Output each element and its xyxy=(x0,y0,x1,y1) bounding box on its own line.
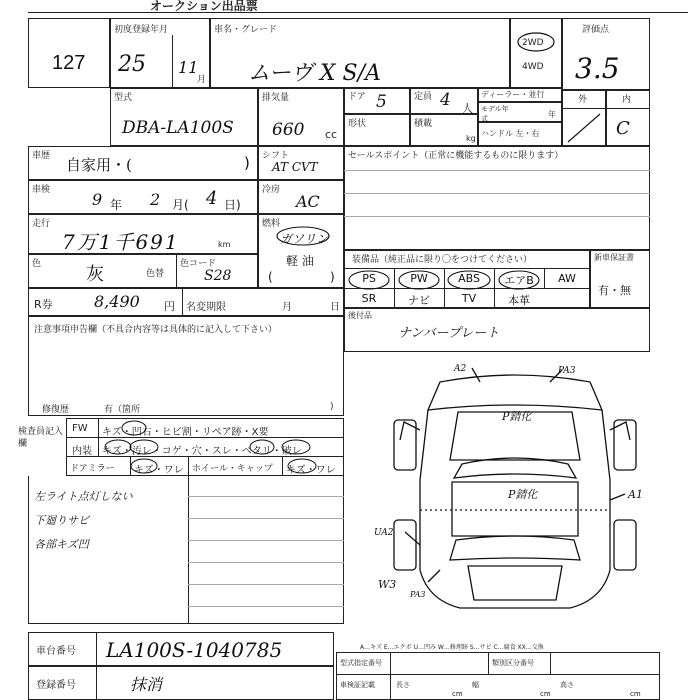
equipment-label: 装備品（純正品に限り〇をつけてください） xyxy=(352,255,533,265)
equip-abs: ABS xyxy=(458,272,480,285)
new-car-label: 新車保証書 xyxy=(594,253,634,262)
diagram-mark-ua2: UA2 xyxy=(374,528,394,538)
history-box xyxy=(28,146,258,180)
diagram-mark-a1: A1 xyxy=(628,488,643,501)
inspector-note-3: 各部キズ凹 xyxy=(34,538,89,551)
inspection-year: 9 xyxy=(92,190,103,209)
check-row-mirror-head: ドアミラー xyxy=(70,464,115,474)
diagram-mark-pa3-top: PA3 xyxy=(558,366,576,376)
equip-tv: TV xyxy=(461,292,477,305)
inspection-month-unit: 月( xyxy=(172,198,189,212)
damage-legend: A…キズ E…エクボ U…凹み W…修理跡 S…サビ C…腐食 XX…交換 xyxy=(360,644,544,651)
recycle-label: R券 xyxy=(34,298,53,311)
inspector-note-2: 下廻りサビ xyxy=(34,514,89,527)
diagram-mark-roof: P錆化 xyxy=(502,410,532,423)
fuel-label: 燃料 xyxy=(262,219,281,229)
history-label: 車歴 xyxy=(32,151,51,161)
color-code-label: 色コード xyxy=(180,259,217,269)
length-label: 長さ xyxy=(396,681,410,689)
score-value: 3.5 xyxy=(575,52,620,85)
reg-month-unit: 月 xyxy=(197,75,207,85)
sales-point-label: セールスポイント（正常に機能するものに限ります） xyxy=(348,151,564,161)
aircon-label: 冷房 xyxy=(262,185,281,195)
lot-number: 127 xyxy=(52,52,86,74)
doors-label: ドア xyxy=(348,92,366,102)
score-interior-value: C xyxy=(616,118,630,139)
name-change-day: 日 xyxy=(330,302,340,313)
equip-aw: AW xyxy=(558,272,576,285)
color-change-label: 色替 xyxy=(146,269,165,279)
notes-label: 注意事項申告欄（不具合内容等は具体的に記入して下さい） xyxy=(34,325,278,335)
diagram-mark-w3: W3 xyxy=(378,578,397,591)
displacement-unit: cc xyxy=(325,128,338,141)
color-label: 色 xyxy=(32,259,42,269)
registration-label: 登録番号 xyxy=(36,680,76,691)
check-circle-marks xyxy=(96,418,346,478)
fuel-alt: 軽 油 xyxy=(286,254,314,268)
equip-ps: PS xyxy=(362,272,376,285)
handle-label: ハンドル 左・右 xyxy=(481,129,540,138)
aftermarket-value: ナンバープレート xyxy=(398,326,500,341)
dealer-label: ディーラー・並行 xyxy=(481,90,545,99)
displacement-label: 排気量 xyxy=(262,93,290,103)
loading-label: 積載 xyxy=(414,119,433,129)
shift-value: AT CVT xyxy=(272,160,318,174)
check-row-interior-body: キズ・汚レ・コゲ・穴・スレ・ベタリ・破レ xyxy=(102,446,302,457)
mileage-label: 走行 xyxy=(32,219,51,229)
fuel-paren-close: ) xyxy=(330,270,335,284)
mileage-unit: km xyxy=(218,240,231,249)
recycle-value: 8,490 xyxy=(94,292,140,311)
fuel-circle-mark xyxy=(274,224,332,248)
new-car-value: 有・無 xyxy=(598,284,631,297)
check-row-fw-head: FW xyxy=(72,423,88,434)
width-unit: cm xyxy=(540,690,551,698)
equip-navi: ナビ xyxy=(408,294,430,307)
equip-pw: PW xyxy=(410,272,428,285)
header-rule xyxy=(28,12,688,13)
color-code-value: S28 xyxy=(204,268,232,284)
check-row-interior-head: 内装 xyxy=(72,446,92,457)
reg-year: 25 xyxy=(118,52,146,77)
shift-label: シフト xyxy=(262,151,290,161)
check-row-wheel-body: キズ・ワレ xyxy=(286,465,336,476)
history-close: ) xyxy=(244,154,250,172)
dims-label: 車検証記載 xyxy=(340,681,375,689)
equipment-circle-marks xyxy=(344,264,544,294)
recycle-unit: 円 xyxy=(164,300,175,313)
reg-month: 11 xyxy=(178,58,199,77)
carname-value: ムーヴ X S/A xyxy=(248,61,381,86)
repair-label: 修復歴 xyxy=(42,405,70,415)
inspection-month: 2 xyxy=(150,190,161,209)
score-exterior-slash xyxy=(564,110,604,144)
sales-point-box xyxy=(344,146,650,250)
drive-circle-mark xyxy=(515,30,557,54)
doors-value: 5 xyxy=(376,92,387,112)
carname-label: 車名・グレード xyxy=(214,25,278,35)
check-row-wheel-head: ホイール・キャップ xyxy=(192,464,273,474)
history-value: 自家用・( xyxy=(66,156,132,174)
aircon-value: AC xyxy=(296,192,320,211)
model-label: 型式 xyxy=(114,93,133,103)
capacity-unit: 人 xyxy=(462,102,473,115)
reg-label: 初度登録年月 xyxy=(114,25,169,35)
modelyear-label: モデル年式 xyxy=(481,105,509,123)
check-row-fw-body: キズ・凹右・ヒビ割・リペア跡・X要 xyxy=(102,427,269,438)
inspection-label: 車検 xyxy=(32,185,51,195)
inspector-side-label: 検査員記入欄 xyxy=(18,427,64,449)
registration-value: 抹消 xyxy=(130,675,163,694)
header-fragment: オークション出品票 xyxy=(150,0,258,13)
drive-4wd: 4WD xyxy=(522,62,544,72)
fuel-value: ガソリン xyxy=(280,232,329,246)
equip-leather: 本革 xyxy=(508,294,530,307)
drive-2wd: 2WD xyxy=(522,38,544,48)
inspection-day-unit: 日) xyxy=(224,198,241,212)
modelyear-unit: 年 xyxy=(548,110,556,119)
diagram-mark-trunk: P錆化 xyxy=(508,488,538,501)
repair-close: ) xyxy=(330,402,334,412)
score-interior-label: 内 xyxy=(622,95,632,105)
equip-sr: SR xyxy=(361,292,377,305)
height-unit: cm xyxy=(630,690,641,698)
designated-label: 型式指定番号 xyxy=(340,659,382,667)
fuel-paren-open: ( xyxy=(268,270,273,284)
height-label: 高さ xyxy=(560,681,574,689)
capacity-value: 4 xyxy=(440,90,451,110)
shape-label: 形状 xyxy=(348,119,367,129)
score-label: 評価点 xyxy=(582,25,610,35)
check-row-mirror-body: キズ・ワレ xyxy=(134,465,184,476)
width-label: 幅 xyxy=(472,681,479,689)
loading-unit: kg xyxy=(466,134,476,143)
chassis-value: LA100S-1040785 xyxy=(106,638,283,662)
mileage-value: 7万1千691 xyxy=(62,230,180,254)
aftermarket-label: 後付品 xyxy=(348,311,372,320)
score-exterior-label: 外 xyxy=(578,95,588,105)
length-unit: cm xyxy=(452,690,463,698)
equip-airbag: エアB xyxy=(504,274,534,287)
name-change-label: 名変期限 xyxy=(186,302,226,313)
inspection-day: 4 xyxy=(206,188,218,209)
color-value: 灰 xyxy=(86,264,104,285)
displacement-value: 660 xyxy=(272,120,305,140)
name-change-month: 月 xyxy=(282,302,292,313)
inspection-year-unit: 年 xyxy=(110,198,123,212)
capacity-label: 定員 xyxy=(414,92,433,102)
inspector-note-1: 左ライト点灯しない xyxy=(34,490,133,503)
diagram-mark-a2: A2 xyxy=(454,364,467,374)
category-label: 類別区分番号 xyxy=(492,659,534,667)
diagram-mark-pa3-bottom: PA3 xyxy=(410,590,426,599)
repair-value: 有（箇所 xyxy=(104,405,141,415)
model-value: DBA-LA100S xyxy=(122,118,234,138)
chassis-label: 車台番号 xyxy=(36,646,76,657)
